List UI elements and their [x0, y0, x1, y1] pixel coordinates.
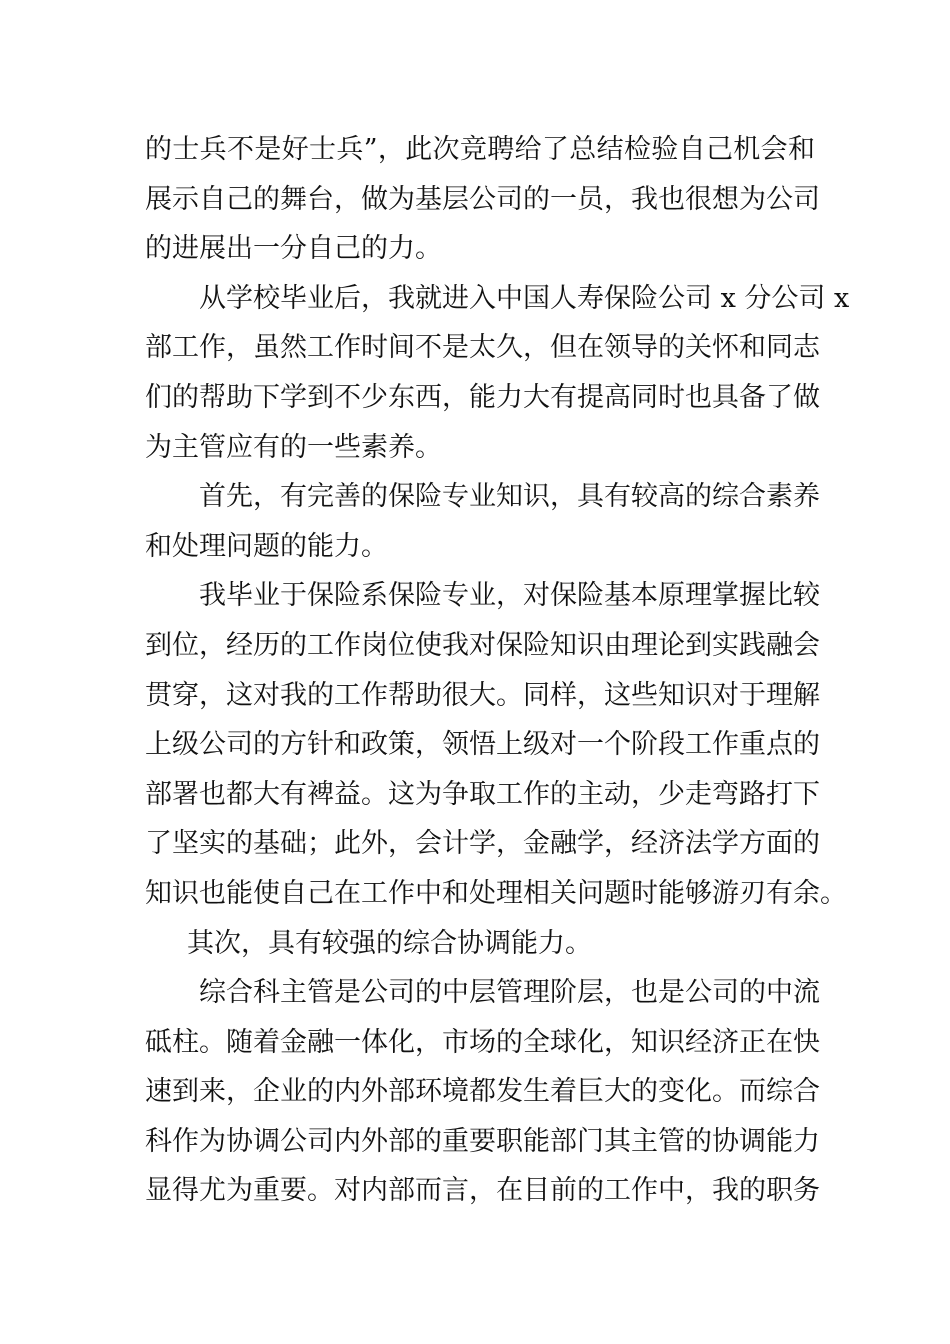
paragraph-first-line: 综合科主管是公司的中层管理阶层，也是公司的中流 — [199, 977, 820, 1009]
text-line: 科作为协调公司内外部的重要职能部门其主管的协调能力 — [145, 1125, 820, 1157]
document-body — [145, 125, 850, 1216]
text-line: 部工作，虽然工作时间不是太久，但在领导的关怀和同志 — [145, 332, 820, 364]
paragraph-first-line: 首先，有完善的保险专业知识，具有较高的综合素养 — [199, 481, 820, 513]
text-line: 上级公司的方针和政策，领悟上级对一个阶段工作重点的 — [145, 729, 820, 761]
paragraph-first-line: 我毕业于保险系保险专业，对保险基本原理掌握比较 — [199, 580, 820, 612]
text-line: 到位，经历的工作岗位使我对保险知识由理论到实践融会 — [145, 629, 820, 661]
text-line: 展示自己的舞台，做为基层公司的一员，我也很想为公司 — [145, 183, 820, 215]
text-line: 了坚实的基础；此外，会计学，金融学，经济法学方面的 — [145, 828, 820, 860]
text-line: 为主管应有的一些素养。 — [145, 431, 442, 463]
text-line: 的士兵不是好士兵”，此次竞聘给了总结检验自己机会和 — [145, 134, 815, 165]
text-line: 速到来，企业的内外部环境都发生着巨大的变化。而综合 — [145, 1076, 820, 1108]
paragraph-first-line: 从学校毕业后，我就进入中国人寿保险公司 x 分公司 x — [199, 282, 850, 314]
text-line: 知识也能使自己在工作中和处理相关问题时能够游刃有余。 — [145, 877, 847, 909]
text-line: 们的帮助下学到不少东西，能力大有提高同时也具备了做 — [145, 381, 820, 413]
text-line: 显得尤为重要。对内部而言，在目前的工作中，我的职务 — [145, 1175, 820, 1207]
text-line: 和处理问题的能力。 — [145, 530, 388, 562]
text-line: 部署也都大有裨益。这为争取工作的主动，少走弯路打下 — [145, 778, 820, 810]
paragraph-first-line: 其次，具有较强的综合协调能力。 — [187, 927, 592, 959]
text-line: 的进展出一分自己的力。 — [145, 233, 442, 265]
text-line: 贯穿，这对我的工作帮助很大。同样，这些知识对于理解 — [145, 679, 820, 711]
text-line: 砥柱。随着金融一体化，市场的全球化，知识经济正在快 — [145, 1026, 820, 1058]
